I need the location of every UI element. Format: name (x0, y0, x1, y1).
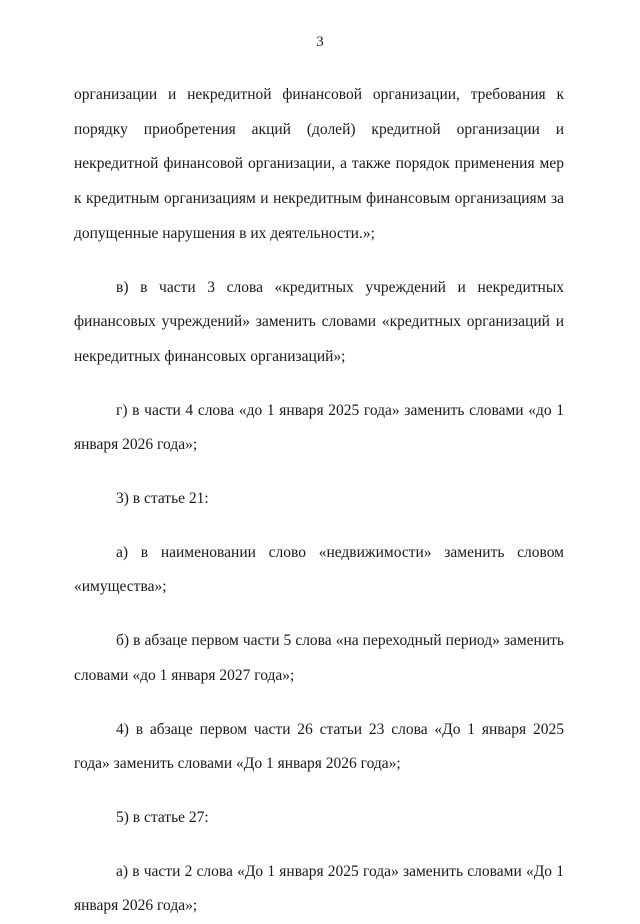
paragraph-continuation: организации и некредитной финансовой организации, требования к порядку приобретения акций (долей) кредитной организации и некредитной финансовой организации, а также порядок применения мер к кредитным организациям и некредитным финансовым организациям за допущенные нарушения в их деятельности.»; (74, 86, 564, 242)
document-body (74, 78, 564, 924)
paragraph-item-3a: а) в наименовании слово «недвижимости» заменить словом «имущества»; (74, 543, 564, 596)
page-number: 3 (316, 34, 324, 50)
paragraph-item-v: в) в части 3 слова «кредитных учреждений и некредитных финансовых учреждений» заменить словами «кредитных организаций и некредитных финансовых организаций»; (74, 278, 564, 365)
paragraph-item-3: 3) в статье 21: (116, 490, 209, 508)
paragraph-item-5a: а) в части 2 слова «До 1 января 2025 года» заменить словами «До 1 января 2026 года»; (74, 862, 564, 915)
paragraph-item-4: 4) в абзаце первом части 26 статьи 23 слова «До 1 января 2025 года» заменить словами «До 1 января 2026 года»; (74, 720, 564, 773)
paragraph-item-g: г) в части 4 слова «до 1 января 2025 года» заменить словами «до 1 января 2026 года»; (74, 401, 564, 454)
paragraph-item-3b: б) в абзаце первом части 5 слова «на переходный период» заменить словами «до 1 января 2027 года»; (74, 632, 564, 684)
paragraph-item-5: 5) в статье 27: (116, 808, 209, 826)
